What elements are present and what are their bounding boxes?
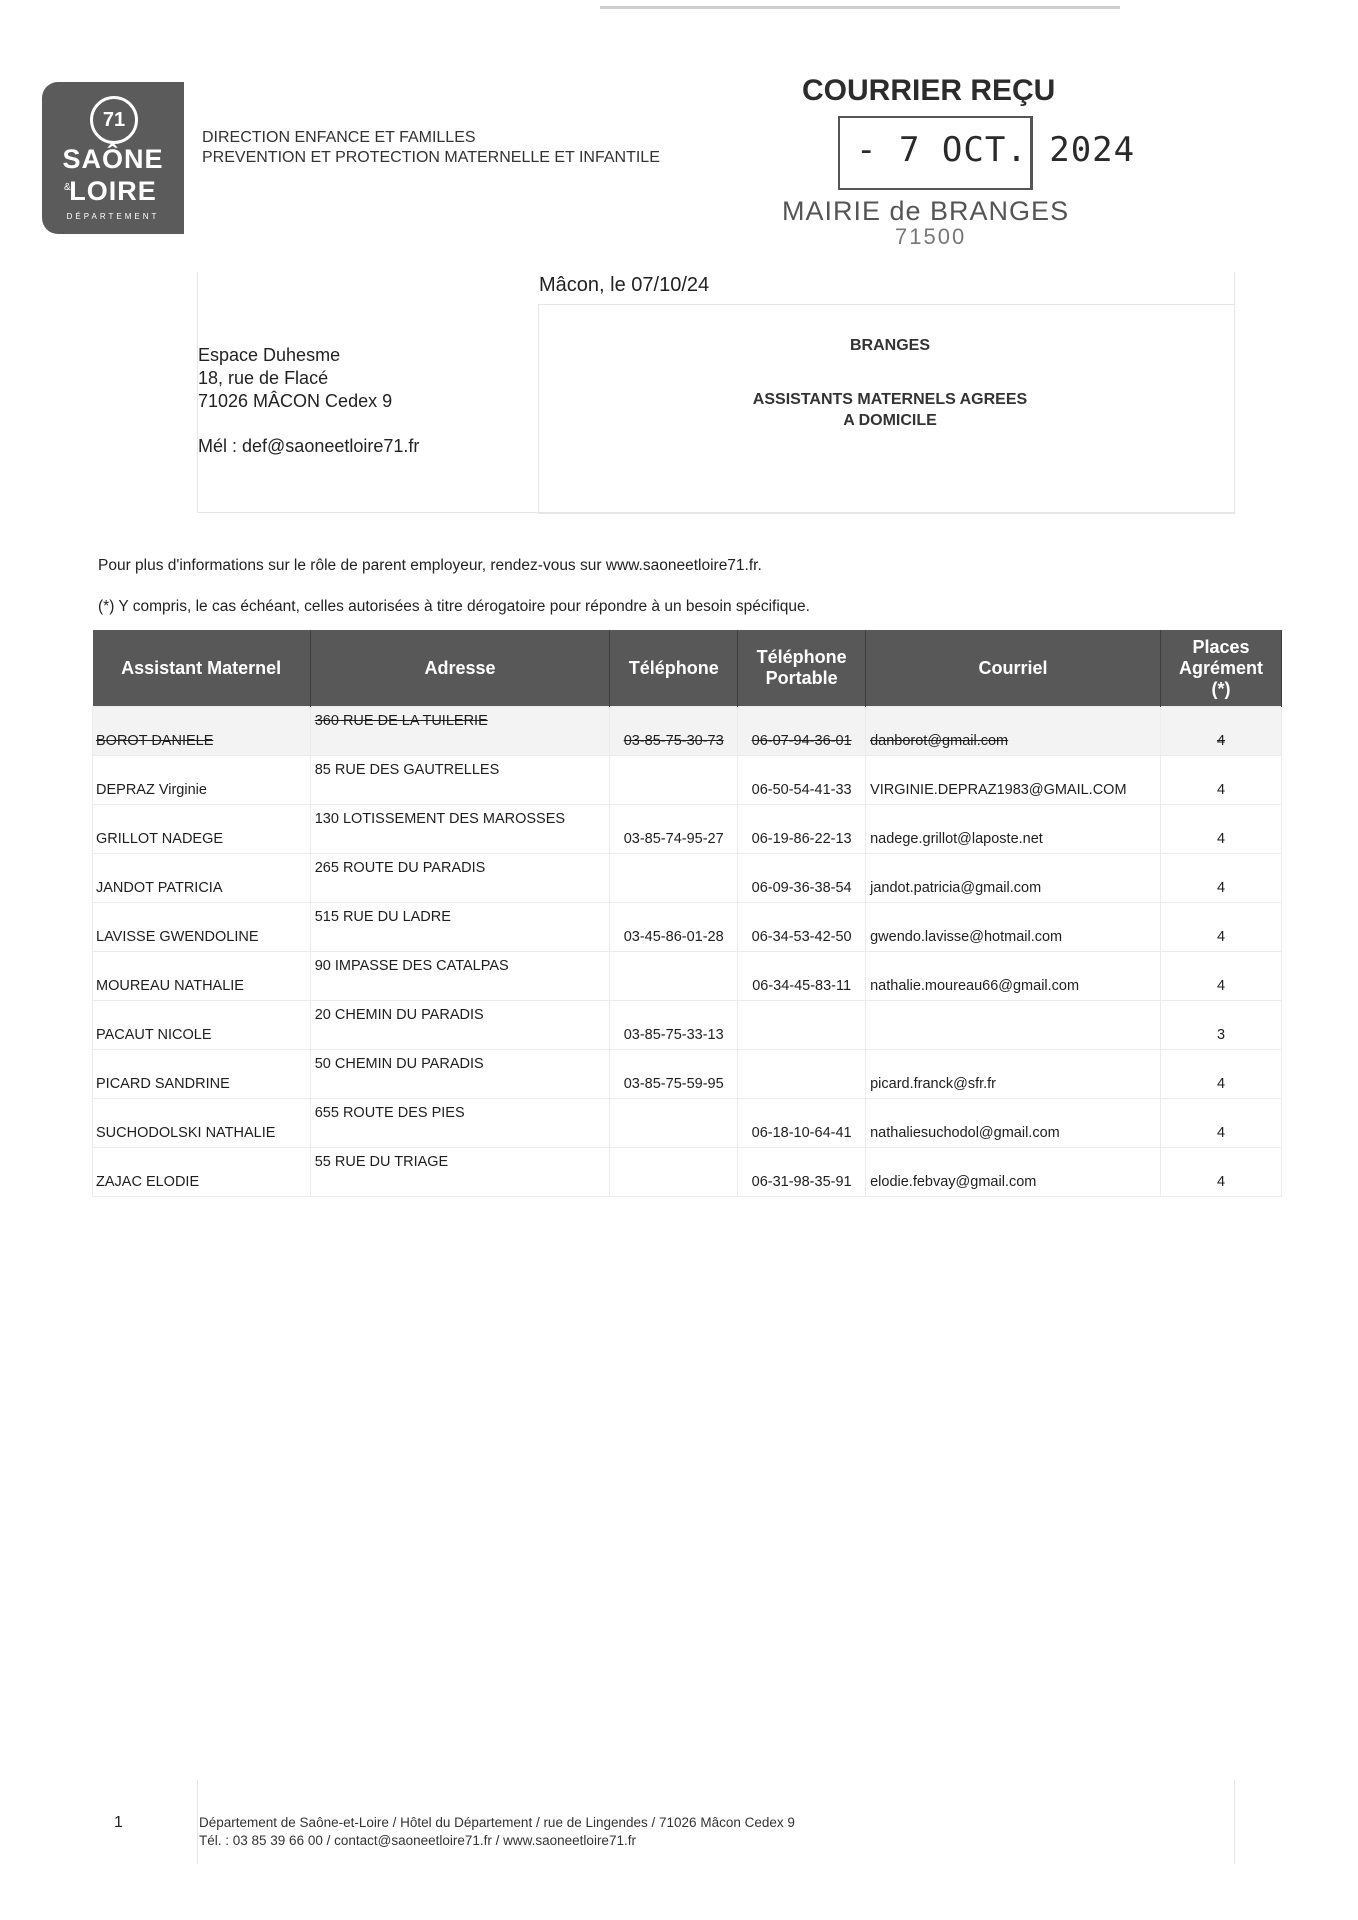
cell-address: 130 LOTISSEMENT DES MAROSSES xyxy=(310,805,610,854)
table-row xyxy=(93,1050,1282,1099)
cell-phone: 03-85-75-33-13 xyxy=(610,1001,738,1050)
cell-phone: 03-85-75-30-73 xyxy=(610,707,738,756)
cell-address: 515 RUE DU LADRE xyxy=(310,903,610,952)
cell-name: BOROT DANIELE xyxy=(93,707,311,756)
cell-email: nathalie.moureau66@gmail.com xyxy=(866,952,1161,1001)
sender-city: 71026 MÂCON Cedex 9 xyxy=(198,391,393,411)
recipient-commune: BRANGES xyxy=(849,337,930,354)
cell-email: nadege.grillot@laposte.net xyxy=(866,805,1161,854)
cell-mobile: 06-34-45-83-11 xyxy=(738,952,866,1001)
stamp-date: - 7 OCT. 2024 xyxy=(856,130,1136,170)
cell-mobile xyxy=(738,1001,866,1050)
cell-phone xyxy=(610,854,738,903)
table-row xyxy=(93,1099,1282,1148)
logo-line1: SAÔNE xyxy=(62,144,164,174)
cell-mobile: 06-34-53-42-50 xyxy=(738,903,866,952)
assistants-table xyxy=(92,630,1282,1197)
cell-address: 360 RUE DE LA TUILERIE xyxy=(310,707,610,756)
scan-top-edge xyxy=(600,6,1120,9)
cell-email: gwendo.lavisse@hotmail.com xyxy=(866,903,1161,952)
cell-mobile: 06-09-36-38-54 xyxy=(738,854,866,903)
cell-address: 50 CHEMIN DU PARADIS xyxy=(310,1050,610,1099)
cell-places: 4 xyxy=(1161,756,1282,805)
header-phone: Téléphone xyxy=(610,630,738,707)
cell-phone xyxy=(610,952,738,1001)
logo-line2: LOIRE xyxy=(69,176,157,206)
cell-places: 4 xyxy=(1161,903,1282,952)
direction-name: DIRECTION ENFANCE ET FAMILLES xyxy=(202,129,476,146)
sender-name: Espace Duhesme xyxy=(198,345,341,365)
cell-name: ZAJAC ELODIE xyxy=(93,1148,311,1197)
table-row xyxy=(93,952,1282,1001)
table-row xyxy=(93,1148,1282,1197)
cell-places: 4 xyxy=(1161,805,1282,854)
cell-name: PACAUT NICOLE xyxy=(93,1001,311,1050)
cell-phone: 03-45-86-01-28 xyxy=(610,903,738,952)
cell-mobile: 06-50-54-41-33 xyxy=(738,756,866,805)
cell-address: 85 RUE DES GAUTRELLES xyxy=(310,756,610,805)
cell-name: DEPRAZ Virginie xyxy=(93,756,311,805)
cell-email: nathaliesuchodol@gmail.com xyxy=(866,1099,1161,1148)
cell-phone: 03-85-74-95-27 xyxy=(610,805,738,854)
cell-mobile xyxy=(738,1050,866,1099)
header-address: Adresse xyxy=(310,630,610,707)
recipient-frame xyxy=(538,304,1235,514)
footnote-line: (*) Y compris, le cas échéant, celles autorisées à titre dérogatoire pour répondre à un besoin spécifique. xyxy=(98,598,810,615)
cell-name: MOUREAU NATHALIE xyxy=(93,952,311,1001)
cell-address: 20 CHEMIN DU PARADIS xyxy=(310,1001,610,1050)
cell-email: jandot.patricia@gmail.com xyxy=(866,854,1161,903)
stamp-mairie: MAIRIE de BRANGES xyxy=(782,196,1070,226)
logo-amp: & xyxy=(64,182,71,193)
cell-email: elodie.febvay@gmail.com xyxy=(866,1148,1161,1197)
cell-name: PICARD SANDRINE xyxy=(93,1050,311,1099)
cell-places: 4 xyxy=(1161,1148,1282,1197)
logo-number: 71 xyxy=(90,96,138,144)
table-row xyxy=(93,805,1282,854)
cell-places: 4 xyxy=(1161,854,1282,903)
cell-name: GRILLOT NADEGE xyxy=(93,805,311,854)
cell-phone xyxy=(610,756,738,805)
footer-address xyxy=(199,1814,795,1850)
cell-address: 265 ROUTE DU PARADIS xyxy=(310,854,610,903)
sender-street: 18, rue de Flacé xyxy=(198,368,329,388)
recipient-subject-line1: ASSISTANTS MATERNELS AGREES xyxy=(752,391,1028,408)
cell-email: VIRGINIE.DEPRAZ1983@GMAIL.COM xyxy=(866,756,1161,805)
cell-address: 55 RUE DU TRIAGE xyxy=(310,1148,610,1197)
table-row xyxy=(93,903,1282,952)
cell-address: 655 ROUTE DES PIES xyxy=(310,1099,610,1148)
place-date: Mâcon, le 07/10/24 xyxy=(539,274,710,296)
cell-phone: 03-85-75-59-95 xyxy=(610,1050,738,1099)
cell-mobile: 06-18-10-64-41 xyxy=(738,1099,866,1148)
cell-address: 90 IMPASSE DES CATALPAS xyxy=(310,952,610,1001)
cell-name: SUCHODOLSKI NATHALIE xyxy=(93,1099,311,1148)
cell-email xyxy=(866,1001,1161,1050)
header-name: Assistant Maternel xyxy=(93,630,311,707)
direction-header xyxy=(202,128,660,168)
cell-mobile: 06-31-98-35-91 xyxy=(738,1148,866,1197)
cell-mobile: 06-07-94-36-01 xyxy=(738,707,866,756)
header-mobile: Téléphone Portable xyxy=(738,630,866,707)
cell-phone xyxy=(610,1148,738,1197)
page-number: 1 xyxy=(114,1814,123,1831)
stamp-title: COURRIER REÇU xyxy=(802,74,1056,107)
sender-email: Mél : def@saoneetloire71.fr xyxy=(198,436,420,456)
cell-email: danborot@gmail.com xyxy=(866,707,1161,756)
table-row xyxy=(93,1001,1282,1050)
cell-email: picard.franck@sfr.fr xyxy=(866,1050,1161,1099)
table-row xyxy=(93,707,1282,756)
logo-line3: DÉPARTEMENT xyxy=(66,212,160,221)
cell-places: 4 xyxy=(1161,707,1282,756)
footer-line1: Département de Saône-et-Loire / Hôtel du Département / rue de Lingendes / 71026 Mâcon Cedex 9 xyxy=(199,1815,795,1830)
cell-name: JANDOT PATRICIA xyxy=(93,854,311,903)
cell-mobile: 06-19-86-22-13 xyxy=(738,805,866,854)
footer-line2: Tél. : 03 85 39 66 00 / contact@saoneetloire71.fr / www.saoneetloire71.fr xyxy=(199,1833,636,1848)
service-name: PREVENTION ET PROTECTION MATERNELLE ET INFANTILE xyxy=(202,149,660,166)
info-line: Pour plus d'informations sur le rôle de parent employeur, rendez-vous sur www.saoneetloire71.fr. xyxy=(98,557,762,574)
cell-places: 4 xyxy=(1161,1050,1282,1099)
table-header-row xyxy=(93,630,1282,707)
header-places: Places Agrément (*) xyxy=(1161,630,1282,707)
header-email: Courriel xyxy=(866,630,1161,707)
cell-places: 4 xyxy=(1161,952,1282,1001)
stamp-postcode: 71500 xyxy=(895,224,967,249)
cell-places: 4 xyxy=(1161,1099,1282,1148)
cell-places: 3 xyxy=(1161,1001,1282,1050)
table-row xyxy=(93,854,1282,903)
recipient-subject-line2: A DOMICILE xyxy=(843,412,937,429)
table-row xyxy=(93,756,1282,805)
cell-name: LAVISSE GWENDOLINE xyxy=(93,903,311,952)
cell-phone xyxy=(610,1099,738,1148)
department-logo xyxy=(42,82,184,234)
